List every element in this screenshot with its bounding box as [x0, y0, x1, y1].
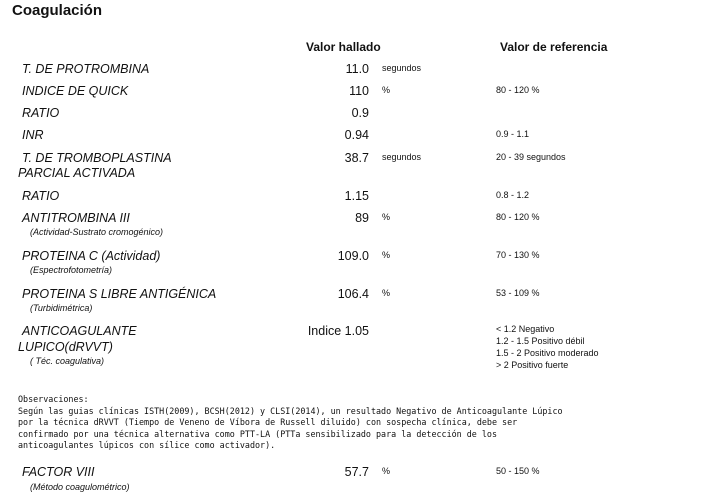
test-value: 0.9 — [351, 106, 369, 120]
test-unit: % — [382, 466, 391, 476]
reference-positivo-moderado: 1.5 - 2 Positivo moderado — [496, 348, 599, 358]
test-unit: % — [382, 85, 391, 95]
test-reference: 70 - 130 % — [496, 250, 540, 260]
test-name-line2: LUPICO(dRVVT) — [18, 340, 113, 354]
test-value: Indice 1.05 — [307, 324, 369, 338]
test-name: T. DE PROTROMBINA — [22, 62, 150, 76]
test-method: (Espectrofotometría) — [30, 265, 113, 275]
test-value: 38.7 — [344, 151, 369, 165]
test-reference: 0.8 - 1.2 — [496, 190, 530, 200]
test-name: T. DE TROMBOPLASTINA — [22, 151, 172, 165]
value-column-header: Valor hallado — [306, 40, 381, 54]
test-name: INDICE DE QUICK — [22, 84, 129, 98]
test-value: 109.0 — [337, 249, 369, 263]
test-method: (Método coagulométrico) — [30, 482, 130, 492]
test-value: 1.15 — [344, 189, 369, 203]
test-name-line2: PARCIAL ACTIVADA — [18, 166, 136, 180]
test-reference: 80 - 120 % — [496, 85, 540, 95]
reference-column-header: Valor de referencia — [500, 40, 608, 54]
test-unit: segundos — [382, 152, 422, 162]
test-reference: 20 - 39 segundos — [496, 152, 566, 162]
test-name: FACTOR VIII — [22, 465, 95, 479]
test-name: PROTEINA C (Actividad) — [22, 249, 161, 263]
test-value: 89 — [355, 211, 369, 225]
test-value: 11.0 — [345, 62, 369, 76]
test-name: RATIO — [22, 106, 60, 120]
reference-positivo-debil: 1.2 - 1.5 Positivo débil — [496, 336, 585, 346]
observations-line: confirmado por una técnica alternativa como PTT-LA (PTTa sensibilizado para la detección de los — [18, 428, 498, 439]
test-method: (Turbidimétrica) — [30, 303, 93, 313]
test-name: ANTICOAGULANTE — [22, 324, 137, 338]
test-reference: 0.9 - 1.1 — [496, 129, 530, 139]
test-name: PROTEINA S LIBRE ANTIGÉNICA — [22, 287, 217, 301]
test-unit: % — [382, 288, 391, 298]
test-unit: segundos — [382, 63, 422, 73]
test-method: ( Téc. coagulativa) — [30, 356, 105, 366]
test-name: ANTITROMBINA III — [22, 211, 130, 225]
test-unit: % — [382, 250, 391, 260]
test-value: 106.4 — [337, 287, 369, 301]
test-method: (Actividad-Sustrato cromogénico) — [30, 227, 164, 237]
section-title: Coagulación — [12, 2, 103, 19]
observations-line: anticoagulantes lúpicos con sílice como activador). — [18, 440, 276, 450]
observations-block — [18, 394, 563, 452]
test-reference: 50 - 150 % — [496, 466, 540, 476]
test-name: INR — [22, 128, 44, 142]
test-reference: 80 - 120 % — [496, 212, 540, 222]
observations-line: por la técnica dRVVT (Tiempo de Veneno de Víbora de Russell diluido) con sospecha clínica, debe ser — [18, 417, 518, 427]
test-value: 0.94 — [344, 128, 369, 142]
test-value: 110 — [349, 84, 369, 98]
test-value: 57.7 — [344, 465, 369, 479]
test-name: RATIO — [22, 189, 60, 203]
observations-line: Según las guias clínicas ISTH(2009), BCSH(2012) y CLSI(2014), un resultado Negativo de Anticoagulante Lúpico — [18, 405, 563, 416]
test-unit: % — [382, 212, 391, 222]
reference-negativo: < 1.2 Negativo — [496, 324, 555, 334]
observations-label: Observaciones: — [18, 394, 89, 404]
reference-positivo-fuerte: > 2 Positivo fuerte — [496, 360, 569, 370]
test-reference: 53 - 109 % — [496, 288, 540, 298]
